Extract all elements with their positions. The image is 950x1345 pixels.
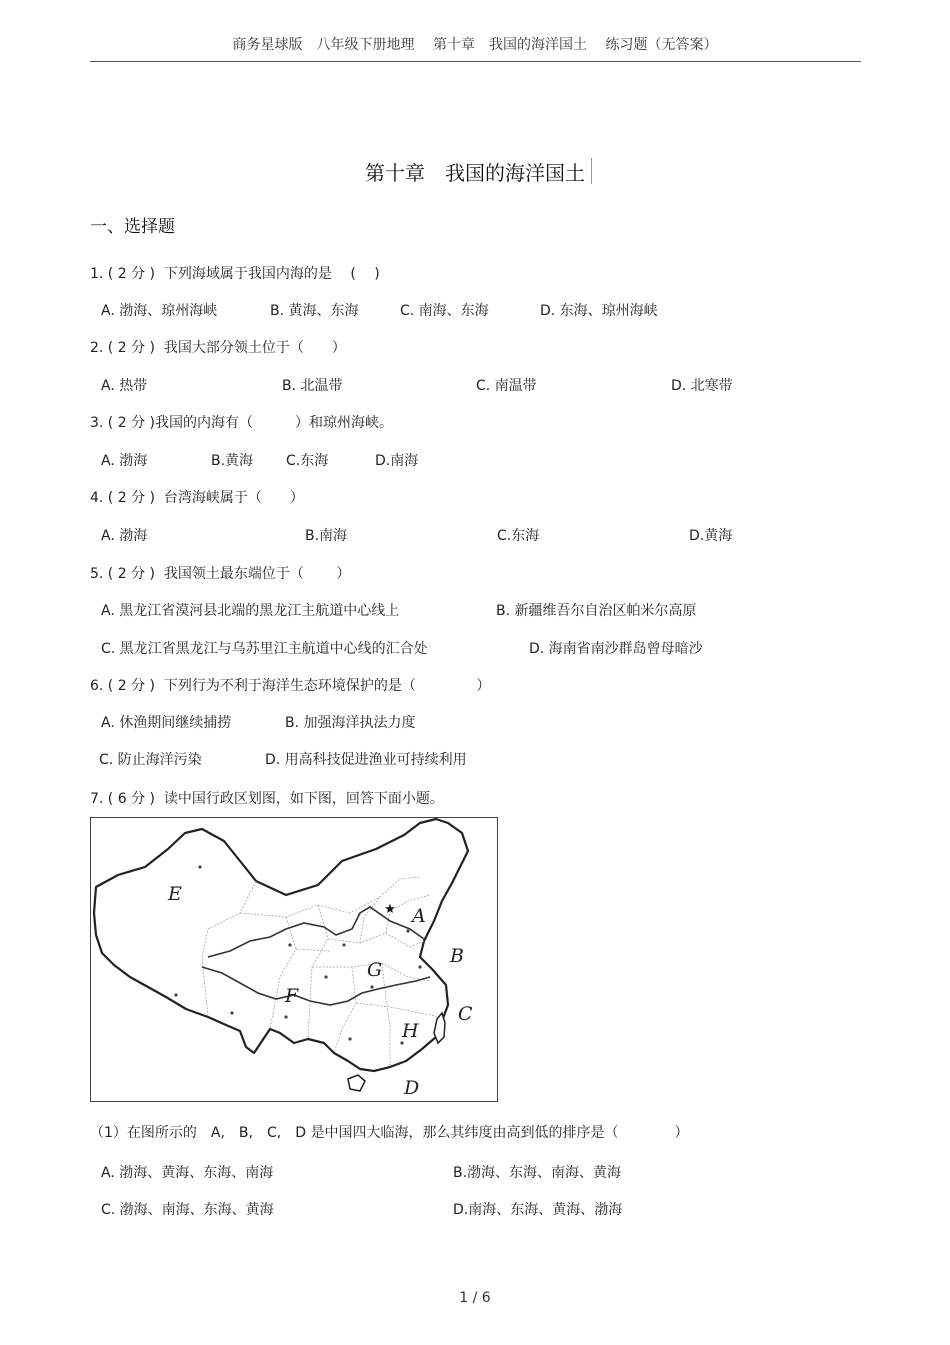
question-1-stem: 1. ( 2 分 ) 下列海域属于我国内海的是 ( ) [90,266,380,282]
question-7-stem: 7. ( 6 分 ) 读中国行政区划图，如下图，回答下面小题。 [90,791,444,807]
q4-option-a: A. 渤海 [101,528,148,544]
map-label-g: G [367,959,383,981]
map-label-c: C [458,1003,473,1025]
q2-option-a: A. 热带 [101,378,148,394]
q7-option-a: A. 渤海、黄海、东海、南海 [101,1165,274,1181]
map-label-d: D [404,1077,420,1099]
q5-option-d: D. 海南省南沙群岛曾母暗沙 [529,641,703,657]
q7-option-d: D.南海、东海、黄海、渤海 [453,1202,623,1218]
question-3-stem: 3. ( 2 分 )我国的内海有（ ）和琼州海峡。 [90,415,393,431]
text-cursor [591,158,592,184]
q2-option-c: C. 南温带 [476,378,537,394]
q2-option-b: B. 北温带 [282,378,343,394]
q1-option-c: C. 南海、东海 [400,303,489,319]
q7-option-c: C. 渤海、南海、东海、黄海 [101,1202,274,1218]
question-2-stem: 2. ( 2 分 ) 我国大部分领土位于（ ） [90,340,346,356]
map-label-f: F [285,985,299,1007]
q1-option-a: A. 渤海、琼州海峡 [101,303,218,319]
q7-option-b: B.渤海、东海、南海、黄海 [453,1165,622,1181]
q3-option-a: A. 渤海 [101,453,148,469]
q3-option-b: B.黄海 [211,453,254,469]
q3-option-c: C.东海 [286,453,329,469]
q4-option-d: D.黄海 [689,528,733,544]
question-7-sub1-stem: （1）在图所示的 A, B, C, D 是中国四大临海，那么其纬度由高到低的排序是（ ） [90,1125,689,1141]
q6-option-c: C. 防止海洋污染 [99,752,202,768]
map-label-e: E [168,883,182,905]
map-label-a: A [412,905,426,927]
q5-option-c: C. 黑龙江省黑龙江与乌苏里江主航道中心线的汇合处 [101,641,428,657]
question-5-stem: 5. ( 2 分 ) 我国领土最东端位于（ ） [90,566,351,582]
q5-option-b: B. 新疆维吾尔自治区帕米尔高原 [496,603,697,619]
chapter-title: 第十章 我国的海洋国土 [365,161,585,185]
map-label-b: B [450,945,464,967]
page-number: 1 / 6 [459,1290,491,1306]
capital-star-icon: ★ [384,902,396,917]
q1-option-d: D. 东海、琼州海峡 [540,303,658,319]
q3-option-d: D.南海 [375,453,419,469]
page-header: 商务星球版 八年级下册地理 第十章 我国的海洋国土 练习题（无答案） [232,37,718,53]
china-administrative-map [90,817,498,1102]
question-4-stem: 4. ( 2 分 ) 台湾海峡属于（ ） [90,490,304,506]
q6-option-a: A. 休渔期间继续捕捞 [101,715,232,731]
question-6-stem: 6. ( 2 分 ) 下列行为不利于海洋生态环境保护的是（ ） [90,678,491,694]
header-rule [90,61,861,62]
q6-option-b: B. 加强海洋执法力度 [285,715,416,731]
q5-option-a: A. 黑龙江省漠河县北端的黑龙江主航道中心线上 [101,603,400,619]
q4-option-b: B.南海 [305,528,348,544]
q2-option-d: D. 北寒带 [671,378,733,394]
map-label-h: H [402,1020,419,1042]
section-heading: 一、选择题 [90,217,175,237]
q6-option-d: D. 用高科技促进渔业可持续利用 [265,752,467,768]
q4-option-c: C.东海 [497,528,540,544]
q1-option-b: B. 黄海、东海 [270,303,359,319]
